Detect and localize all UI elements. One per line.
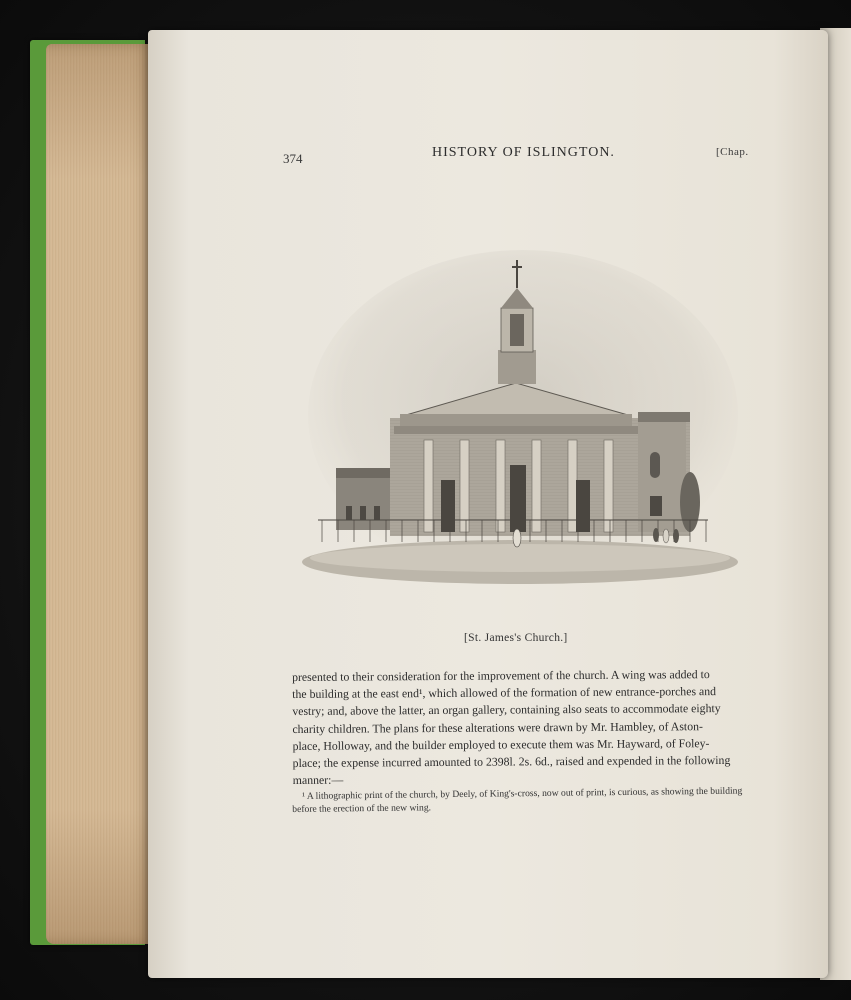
page-number: 374 (283, 151, 303, 166)
church-engraving (298, 240, 743, 595)
body-line: charity children. The plans for these alterations were drawn by Mr. Hambley, of Aston- (292, 718, 703, 736)
footnote: ¹ A lithographic print of the church, by Deely, of King's-cross, now out of print, is curious, as showing the building before the erection of the new wing. (292, 785, 743, 815)
body-line: presented to their consideration for the improvement of the church. A wing was added to (292, 667, 710, 684)
running-head: HISTORY OF ISLINGTON. (432, 145, 615, 160)
body-text (292, 666, 751, 790)
body-line: vestry; and, above the latter, an organ gallery, containing also seats to accommodate eighty (292, 701, 721, 719)
chapter-mark: [Chap. (716, 146, 749, 158)
body-line: the building at the east end¹, which allowed of the formation of new entrance-porches and (292, 684, 717, 702)
body-line: place; the expense incurred amounted to 2398l. 2s. 6d., raised and expended in the following (292, 752, 731, 771)
body-line: place, Holloway, and the builder employed to execute them was Mr. Hayward, of Foley- (292, 735, 710, 753)
plate-caption: [St. James's Church.] (464, 632, 568, 644)
body-line: manner:— (292, 772, 344, 788)
page-edges-shade (46, 44, 154, 944)
